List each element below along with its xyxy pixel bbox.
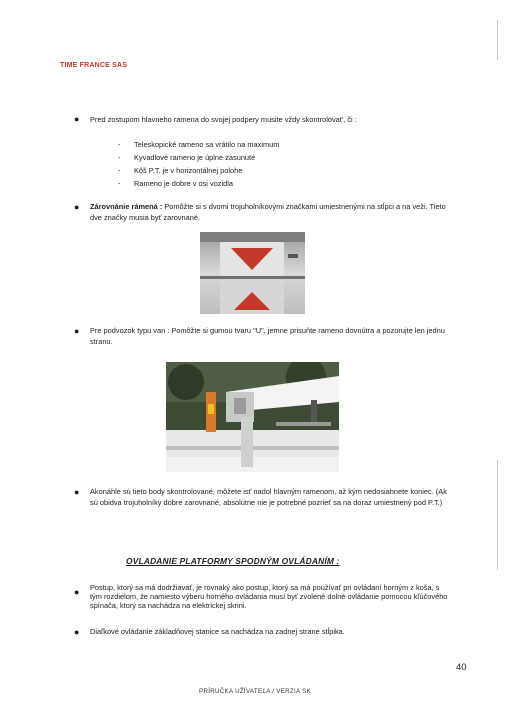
- footer-manual-title: PRÍRUČKA UŽÍVATEĽA / VERZIA SK: [199, 688, 311, 695]
- section-title: OVLADANIE PLATFORMY SPODNÝM OVLÁDANÍM :: [126, 556, 340, 566]
- checklist-item: - Teleskopické rameno sa vrátilo na maximum: [118, 140, 280, 149]
- truck-illustration: [166, 362, 339, 472]
- page-number: 40: [456, 662, 467, 673]
- page-edge-line-bottom: [497, 460, 498, 570]
- photo-truck-arm: [166, 362, 339, 472]
- paragraph-lower-control-procedure: Postup, ktorý sa má dodržiavať, je rovnaký ako postup, ktorý sa má používať pri ovládaní horným z koša, s tým rozdielom, že namiesto výberu horného ovládania musí byť zvolené dolné ovládanie pomocou kľúčového spínača, ktorý sa nachádza na elektrickej skrini.: [90, 583, 448, 610]
- bullet-marker: ●: [74, 487, 80, 497]
- triangles-illustration: [200, 232, 305, 314]
- checklist-item: - Kyvadlové rameno je úplne zasunuté: [118, 153, 256, 162]
- paragraph-remote-control-location: Diaľkové ovládanie základňovej stanice sa nachádza na zadnej strane stĺpika.: [90, 627, 345, 636]
- bullet-marker: ●: [74, 587, 80, 597]
- page-edge-line-top: [497, 20, 498, 60]
- paragraph-lead: Zárovnánie rámená :: [90, 202, 163, 211]
- paragraph-descend-main-arm: Akonáhle sú tieto body skontrolované, môžete isť nadol hlavným ramenom, až kým nedosiahnete koniec. (Ak sú obidva trojuholníky dobre zarovnané, absolútne nie je potrebné pozrieť sa na doraz umiestnený pod P.T.): [90, 487, 447, 507]
- bullet-marker: ●: [74, 114, 80, 124]
- paragraph-van-chassis: Pre podvozok typu van : Pomôžte si gumou tvaru "U", jemne prisuňte rameno dovnútra a pozorujte len jednu stranu.: [90, 326, 445, 346]
- checklist-item: - Kôš P.T. je v horizontálnej polohe: [118, 166, 243, 175]
- bullet-marker: ●: [74, 627, 80, 637]
- brand-header: TIME FRANCE SAS: [60, 62, 128, 69]
- bullet-marker: ●: [74, 202, 80, 212]
- bullet-marker: ●: [74, 326, 80, 336]
- paragraph-check-before-descent: Pred zostupom hlavneho ramena do svojej podpery musite vždy skontrolovat', či :: [90, 115, 357, 124]
- paragraph-arm-alignment: Zárovnánie rámená : Pomôžte si s dvomi trojuholníkovými značkami umiestnenými na stĺpci a na veži. Tieto dve značky musia byť zarovnané.: [90, 202, 446, 222]
- photo-alignment-triangles: [200, 232, 305, 314]
- checklist-item: - Rameno je dobre v osi vozidla: [118, 179, 234, 188]
